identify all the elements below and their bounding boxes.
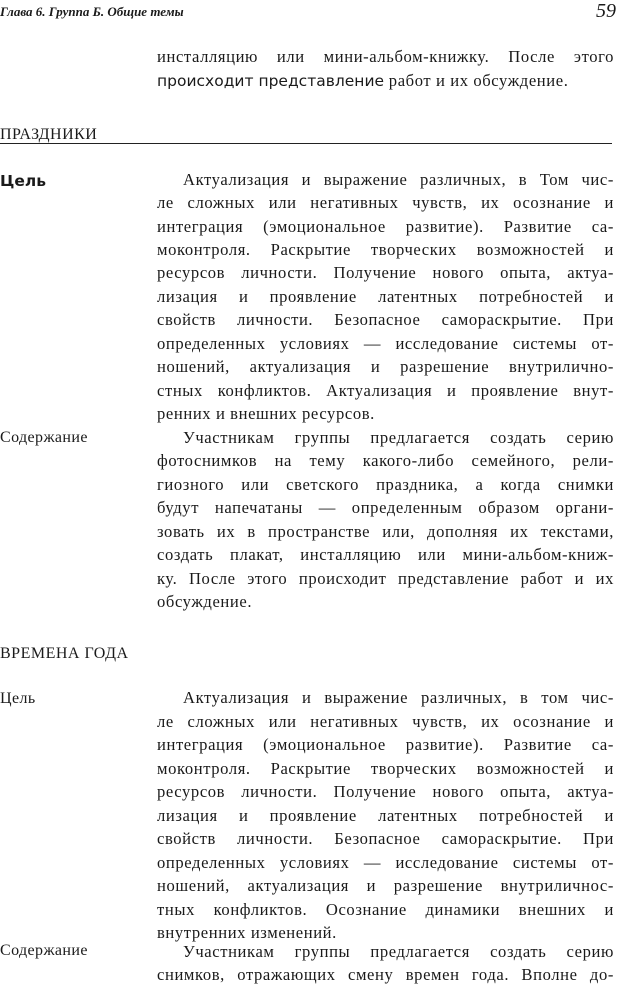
paragraph-line: моконтроля. Раскрытие творческих возможностей и	[157, 759, 614, 778]
goal-label: Цель	[0, 690, 36, 707]
paragraph-line: гиозного или светского праздника, а когда снимки	[157, 475, 614, 494]
section-heading-seasons: ВРЕМЕНА ГОДА	[0, 645, 129, 662]
running-header: Глава 6. Группа Б. Общие темы	[0, 4, 184, 19]
paragraph-line: определенных условиях — исследование системы от-	[157, 853, 614, 872]
paragraph-line: будут напечатаны — определенным образом органи-	[157, 498, 614, 517]
paragraph-line: лизация и проявление латентных потребностей и	[157, 806, 614, 825]
paragraph-line: ношений, актуализация и разрешение внутриличнос-	[157, 876, 614, 895]
section-divider	[0, 143, 612, 144]
paragraph-line: лизация и проявление латентных потребностей и	[157, 287, 614, 306]
paragraph-line: ренних и внешних ресурсов.	[157, 404, 375, 423]
intro-line-2-rest: работ и их обсуждение.	[384, 71, 569, 90]
paragraph-line: моконтроля. Раскрытие творческих возможностей и	[157, 240, 614, 259]
intro-line-1: инсталляцию или мини-альбом-книжку. После этого	[157, 47, 614, 66]
paragraph-line: ку. После этого происходит представление работ и их	[157, 569, 614, 588]
paragraph-line: Участникам группы предлагается создать серию	[183, 428, 614, 447]
paragraph-line: внутренних изменений.	[157, 923, 337, 942]
paragraph-line: фотоснимков на тему какого-либо семейного, рели-	[157, 451, 614, 470]
paragraph-line: ресурсов личности. Получение нового опыта, актуа-	[157, 782, 614, 801]
intro-line-2-emphasis: происходит представление	[157, 72, 385, 90]
section-heading-holidays: ПРАЗДНИКИ	[0, 126, 98, 143]
paragraph-line: ношений, актуализация и разрешение внутрилично-	[157, 357, 614, 376]
paragraph-line: определенных условиях — исследование системы от-	[157, 334, 614, 353]
paragraph-line: стных конфликтов. Актуализация и проявление внут-	[157, 381, 614, 400]
paragraph-line: ресурсов личности. Получение нового опыта, актуа-	[157, 263, 614, 282]
paragraph-line: обсуждение.	[157, 592, 253, 611]
paragraph-line: Актуализация и выражение различных, в Том чис-	[183, 170, 614, 189]
paragraph-line: интеграция (эмоциональное развитие). Развитие са-	[157, 217, 614, 236]
paragraph-line: Актуализация и выражение различных, в том чис-	[183, 688, 614, 707]
intro-line-2	[157, 69, 614, 93]
paragraph-line: создать плакат, инсталляцию или мини-альбом-книж-	[157, 545, 614, 564]
paragraph-line: свойств личности. Безопасное самораскрытие. При	[157, 310, 614, 329]
goal-label: Цель	[0, 172, 47, 190]
paragraph-line: зовать их в пространстве или, дополняя их текстами,	[157, 522, 614, 541]
content-label: Содержание	[0, 429, 88, 446]
paragraph-line: свойств личности. Безопасное самораскрытие. При	[157, 829, 614, 848]
paragraph-line: снимков, отражающих смену времен года. Вполне до-	[157, 965, 614, 984]
paragraph-line: Участникам группы предлагается создать серию	[183, 942, 614, 961]
paragraph-line: тных конфликтов. Осознание динамики внешних и	[157, 900, 614, 919]
paragraph-line: ле сложных или негативных чувств, их осознание и	[157, 712, 614, 731]
content-label: Содержание	[0, 942, 88, 959]
page-number: 59	[596, 0, 616, 22]
paragraph-line: интеграция (эмоциональное развитие). Развитие са-	[157, 735, 614, 754]
paragraph-line: ле сложных или негативных чувств, их осознание и	[157, 193, 614, 212]
